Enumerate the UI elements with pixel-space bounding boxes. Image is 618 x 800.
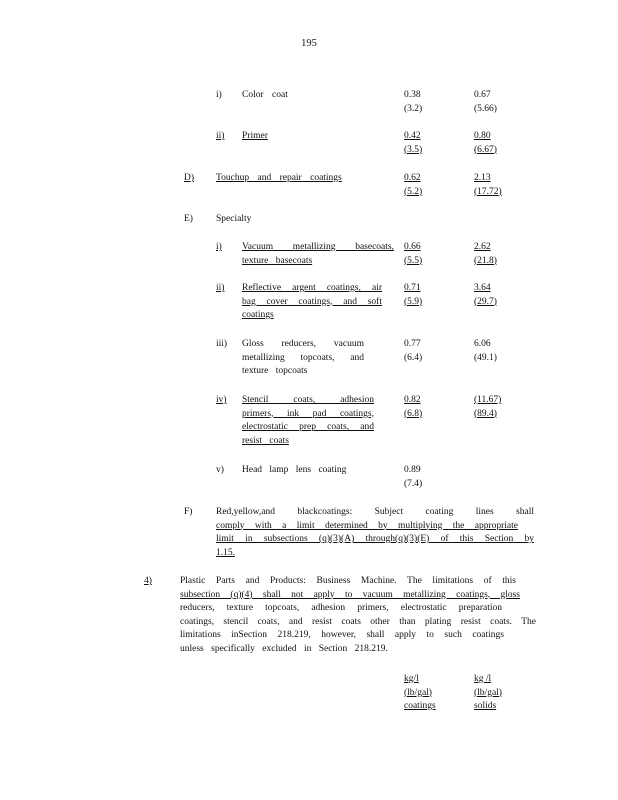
item-text: Color coat	[242, 90, 288, 100]
limit-coatings: 0.62 (5.2)	[404, 173, 423, 197]
limit-coatings: 0.66 (5.5)	[404, 242, 423, 266]
item-label: ii)	[216, 131, 225, 141]
page-number: 195	[301, 38, 317, 49]
item-label: iv)	[216, 395, 227, 405]
item-text: Touchup and repair coatings	[216, 173, 342, 183]
item-text: Gloss reducers, vacuum metallizing topcoats, and texture topcoats	[242, 339, 364, 376]
item-text: Red,yellow,and blackcoatings: Subject coating lines shall comply with a limit determined by multiplying the appropriate limit in subsections (q)(3)(A) through(q)(3)(E) of this Section by 1.15.	[216, 507, 534, 558]
item-text: Reflective argent coatings, air bag cover coatings, and soft coatings	[242, 283, 382, 320]
item-text: Head lamp lens coating	[242, 465, 347, 475]
item-label: i)	[216, 90, 222, 100]
limit-coatings: 0.42 (3.5)	[404, 131, 423, 155]
units-coatings-column: kg/l (lb/gal) coatings	[404, 674, 436, 711]
item-text: Primer	[242, 131, 268, 141]
item-text: Vacuum metallizing basecoats, texture basecoats	[242, 242, 394, 266]
limit-solids: 0.67 (5.66)	[474, 90, 497, 114]
item-label: v)	[216, 465, 224, 475]
limit-solids: 2.13 (17.72)	[474, 173, 502, 197]
limit-solids: 0.80 (6.67)	[474, 131, 497, 155]
item-text: Specialty	[216, 214, 252, 224]
section-text: Plastic Parts and Products: Business Machine. The limitations of this subsection (q)(4) shall not apply to vacuum metallizing coatings, gloss reducers, texture topcoats, adhesion primers, electrostatic preparation coatings, stencil coats, and resist coats other than plating resist coats. The limitations inSection 218.219, however, shall apply to such coatings unless specifically excluded in Section 218.219.	[180, 576, 536, 654]
item-label: E)	[184, 214, 193, 224]
limit-solids: 2.62 (21.8)	[474, 242, 497, 266]
item-label: D)	[184, 173, 195, 183]
item-label: iii)	[216, 339, 228, 349]
limit-solids: 6.06 (49.1)	[474, 339, 497, 363]
limit-coatings: 0.82 (6.8)	[404, 395, 423, 419]
item-label: F)	[184, 507, 193, 517]
section-label: 4)	[144, 576, 152, 586]
item-label: i)	[216, 242, 222, 252]
limit-solids: 3.64 (29.7)	[474, 283, 497, 307]
units-solids-column: kg /l (lb/gal) solids	[474, 674, 502, 711]
limit-solids: (11.67) (89.4)	[474, 395, 502, 419]
limit-coatings: 0.77 (6.4)	[404, 339, 423, 363]
limit-coatings: 0.89 (7.4)	[404, 465, 423, 489]
item-label: ii)	[216, 283, 225, 293]
item-text: Stencil coats, adhesion primers, ink pad coatings, electrostatic prep coats, and resist coats	[242, 395, 374, 446]
limit-coatings: 0.71 (5.9)	[404, 283, 423, 307]
limit-coatings: 0.38 (3.2)	[404, 90, 423, 114]
